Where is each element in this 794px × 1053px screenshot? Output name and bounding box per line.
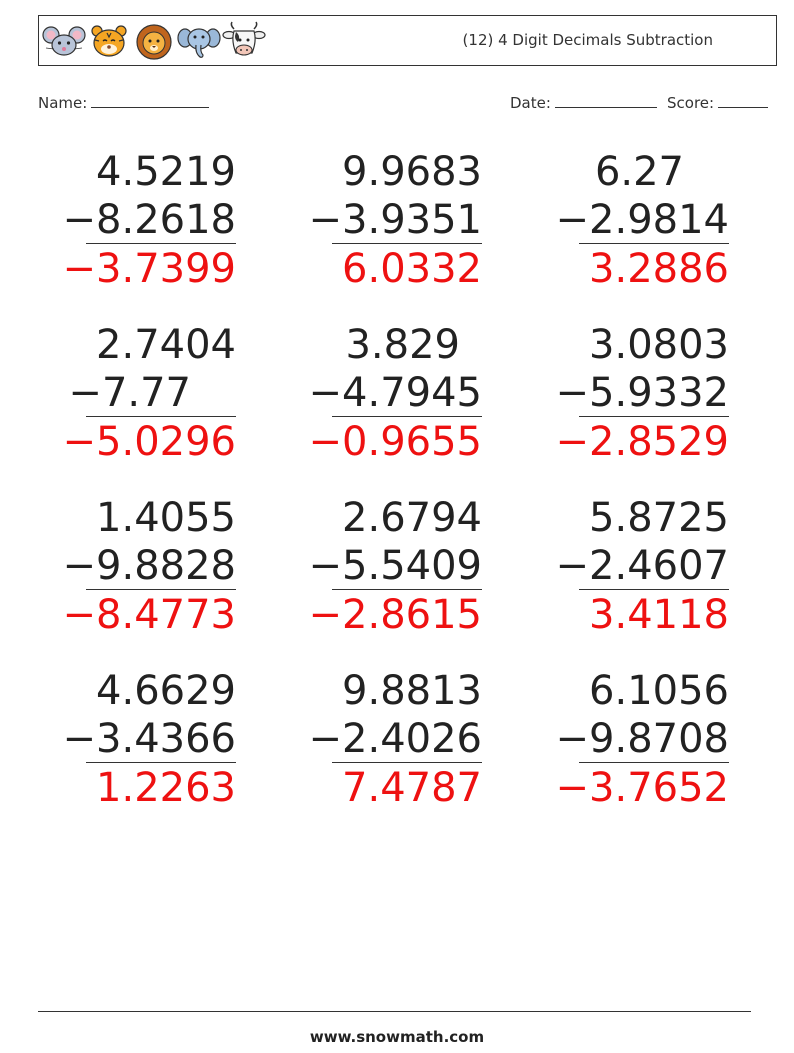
score-blank[interactable] (718, 93, 768, 108)
subtrahend: −2.9814 (555, 197, 729, 243)
answer-rule (579, 762, 729, 763)
minuend: 6.1056 (589, 668, 729, 714)
answer-rule (332, 589, 482, 590)
score-field[interactable] (667, 93, 768, 112)
answer-rule (86, 243, 236, 244)
subtrahend: −2.4607 (555, 543, 729, 589)
answer: −3.7399 (62, 246, 236, 292)
answer: −3.7652 (555, 765, 729, 811)
minuend: 4.6629 (96, 668, 236, 714)
minuend: 2.6794 (342, 495, 482, 541)
subtrahend: −9.8828 (62, 543, 236, 589)
answer-rule (579, 589, 729, 590)
problem-5 (308, 321, 482, 471)
problem-7 (62, 494, 236, 644)
answer: 3.4118 (589, 592, 729, 638)
subtrahend: −5.9332 (555, 370, 729, 416)
answer: 6.0332 (342, 246, 482, 292)
answer: −2.8529 (555, 419, 729, 465)
answer: −2.8615 (308, 592, 482, 638)
answer: −8.4773 (62, 592, 236, 638)
problem-1 (62, 148, 236, 298)
mouse-icon (42, 21, 86, 61)
subtrahend: −9.8708 (555, 716, 729, 762)
subtrahend: −7.77 (68, 370, 191, 416)
tiger-icon (87, 21, 131, 61)
subtrahend: −3.4366 (62, 716, 236, 762)
problem-8 (308, 494, 482, 644)
animal-icons (42, 21, 267, 61)
answer-rule (86, 762, 236, 763)
problem-6 (555, 321, 729, 471)
problem-11 (308, 667, 482, 817)
problem-3 (555, 148, 729, 298)
minuend: 9.8813 (342, 668, 482, 714)
date-blank[interactable] (555, 93, 657, 108)
subtrahend: −3.9351 (308, 197, 482, 243)
name-label: Name: (38, 94, 88, 112)
answer-rule (332, 416, 482, 417)
answer-rule (332, 243, 482, 244)
answer: −5.0296 (62, 419, 236, 465)
subtrahend: −2.4026 (308, 716, 482, 762)
footer-divider (38, 1011, 751, 1012)
score-label: Score: (667, 94, 715, 112)
problem-10 (62, 667, 236, 817)
minuend: 4.5219 (96, 149, 236, 195)
answer-rule (579, 416, 729, 417)
minuend: 9.9683 (342, 149, 482, 195)
minuend: 6.27 (594, 149, 684, 195)
footer-site: www.snowmath.com (309, 1028, 485, 1046)
cow-icon (222, 21, 266, 61)
subtrahend: −4.7945 (308, 370, 482, 416)
problem-12 (555, 667, 729, 817)
name-field[interactable] (38, 93, 209, 112)
lion-icon (132, 21, 176, 61)
minuend: 1.4055 (96, 495, 236, 541)
problem-4 (62, 321, 236, 471)
name-blank[interactable] (91, 93, 209, 108)
subtrahend: −8.2618 (62, 197, 236, 243)
elephant-icon (177, 21, 221, 61)
date-field[interactable] (510, 93, 657, 112)
date-label: Date: (510, 94, 551, 112)
answer-rule (579, 243, 729, 244)
answer: 3.2886 (589, 246, 729, 292)
minuend: 2.7404 (96, 322, 236, 368)
header-box (38, 15, 777, 66)
answer-rule (332, 762, 482, 763)
answer: −0.9655 (308, 419, 482, 465)
answer: 1.2263 (96, 765, 236, 811)
subtrahend: −5.5409 (308, 543, 482, 589)
minuend: 5.8725 (589, 495, 729, 541)
minuend: 3.0803 (589, 322, 729, 368)
answer-rule (86, 589, 236, 590)
problem-2 (308, 148, 482, 298)
minuend: 3.829 (345, 322, 460, 368)
problem-9 (555, 494, 729, 644)
answer-rule (86, 416, 236, 417)
answer: 7.4787 (342, 765, 482, 811)
worksheet-title: (12) 4 Digit Decimals Subtraction (462, 31, 713, 49)
